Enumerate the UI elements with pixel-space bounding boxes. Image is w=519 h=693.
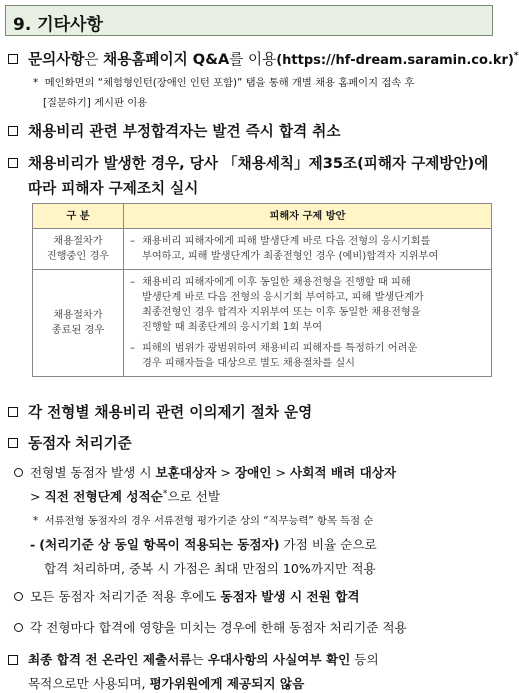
checkbox-icon: [8, 126, 18, 136]
row-label-line: 채용절차가: [53, 236, 103, 247]
not-provided: 평가위원에게 제공되지 않음: [149, 676, 305, 691]
checkbox-icon: [8, 438, 18, 448]
note-line: 메인화면의 “체험형인턴(장애인 인턴 포함)” 탭을 통해 개별 채용 홈페이지 접속 후: [44, 77, 415, 89]
remedy-text: 최종전형인 경우 합격자 지위부여 또는 이후 동일한 채용전형을: [142, 307, 421, 318]
remedy-text: 부여하고, 피해 발생단계가 최종전형인 경우 (예비)합격자 지위부여: [142, 251, 439, 262]
table-header-row: [33, 204, 492, 229]
homepage-url[interactable]: (https://hf-dream.saramin.co.kr): [276, 53, 514, 68]
inquiry-line: [28, 48, 519, 69]
tie-note: [33, 512, 373, 527]
tie-text: 으로 선발: [167, 489, 221, 504]
fact-check: 우대사항의 사실여부 확인: [207, 652, 351, 667]
row-label-line: 종료된 경우: [51, 325, 105, 336]
remedy-table: [32, 203, 492, 377]
docs-text: 는: [191, 652, 208, 667]
documents-line-2: [28, 673, 304, 692]
remedy-text: 진행할 때 최종단계의 응시기회 1회 부여: [142, 322, 323, 333]
tie-priority-line: [30, 462, 396, 481]
inquiry-note: [33, 74, 414, 89]
all-pass: 동점자 발생 시 전원 합격: [220, 589, 360, 604]
footnote-mark: *: [162, 488, 168, 499]
table-row: [33, 270, 492, 377]
remedy-item: [130, 234, 485, 264]
dash-bullet: –: [130, 343, 136, 354]
qa-board-name: 채용홈페이지 Q&A: [103, 51, 230, 68]
checkbox-icon: [8, 54, 18, 64]
remedy-line-1: 채용비리가 발생한 경우, 당사 「채용세칙」제35조(피해자 구제방안)에: [28, 155, 489, 172]
section-header: [5, 5, 493, 36]
section-title: 9. 기타사항: [13, 15, 103, 35]
tie-priority-line-2: [30, 486, 220, 505]
row-content: [124, 270, 492, 377]
same-criteria: (처리기준 상 동일 항목이 적용되는 동점자): [39, 537, 280, 552]
row-content: [124, 229, 492, 270]
arrow-sign: >: [220, 465, 231, 480]
row-label: [33, 229, 124, 270]
note-star: *: [33, 515, 39, 527]
inquiry-text: 를 이용: [229, 51, 277, 68]
documents-line: [28, 649, 379, 668]
dash-bullet: –: [130, 277, 136, 288]
tie-heading: 동점자 처리기준: [28, 435, 132, 452]
priority-score: 직전 전형단계 성적순: [44, 489, 163, 504]
footnote-mark: *: [513, 51, 519, 62]
table-header-category: 구 분: [33, 204, 124, 229]
arrow-sign: >: [275, 465, 287, 480]
remedy-item: [130, 341, 485, 371]
inquiry-lead: 문의사항: [28, 51, 85, 68]
note-line: 서류전형 동점자의 경우 서류전형 평가기준 상의 “직무능력” 항목 득점 순: [44, 515, 374, 527]
circle-bullet-icon: [14, 623, 23, 632]
row-label-line: 진행중인 경우: [46, 251, 110, 262]
remedy-text: 채용비리 피해자에게 피해 발생단계 바로 다음 전형의 응시기회를: [142, 236, 431, 247]
inquiry-text: 은: [84, 51, 104, 68]
remedy-line-2: 따라 피해자 구제조치 실시: [28, 180, 199, 197]
checkbox-icon: [8, 158, 18, 168]
dash-bullet: –: [130, 236, 136, 247]
table-header-remedy: 피해자 구제 방안: [124, 204, 492, 229]
all-pass-line: [30, 586, 360, 605]
arrow-sign: >: [30, 489, 41, 504]
tie-text: 전형별 동점자 발생 시: [30, 465, 156, 480]
tie-dash-line: [30, 534, 377, 553]
dash-bullet: -: [30, 537, 36, 552]
table-row: [33, 229, 492, 270]
row-label: [33, 270, 124, 377]
tie-text: 가점 비율 순으로: [279, 537, 377, 552]
docs-text: 목적으로만 사용되며,: [28, 676, 150, 691]
priority-veterans: 보훈대상자: [155, 465, 217, 480]
inquiry-note-cont: [질문하기] 게시판 이용: [43, 97, 148, 109]
circle-bullet-icon: [14, 468, 23, 477]
checkbox-icon: [8, 407, 18, 417]
priority-social: 사회적 배려 대상자: [290, 465, 397, 480]
remedy-item: [130, 275, 485, 335]
appeal-line: 각 전형별 채용비리 관련 이의제기 절차 운영: [28, 404, 313, 421]
row-label-line: 채용절차가: [53, 310, 103, 321]
remedy-text: 발생단계 바로 다음 전형의 응시기회 부여하고, 피해 발생단계가: [142, 292, 424, 303]
remedy-text: 피해의 범위가 광범위하여 채용비리 피해자를 특정하기 어려운: [142, 343, 418, 354]
note-star: *: [33, 77, 39, 89]
tie-apply-line: 각 전형마다 합격에 영향을 미치는 경우에 한해 동점자 처리기준 적용: [30, 620, 407, 635]
online-documents: 최종 합격 전 온라인 제출서류: [28, 652, 192, 667]
docs-text: 등의: [350, 652, 379, 667]
tie-dash-line-2: 합격 처리하며, 중복 시 가점은 최대 만점의 10%까지만 적용: [44, 561, 376, 576]
priority-disabled: 장애인: [234, 465, 272, 480]
remedy-text: 경우 피해자들을 대상으로 별도 채용절차를 실시: [142, 358, 356, 369]
tie-text: 모든 동점자 처리기준 적용 후에도: [30, 589, 221, 604]
fraud-cancel-line: 채용비리 관련 부정합격자는 발견 즉시 합격 취소: [28, 123, 341, 140]
remedy-text: 채용비리 피해자에게 이후 동일한 채용전형을 진행할 때 피해: [142, 277, 411, 288]
circle-bullet-icon: [14, 592, 23, 601]
checkbox-icon: [8, 655, 18, 665]
